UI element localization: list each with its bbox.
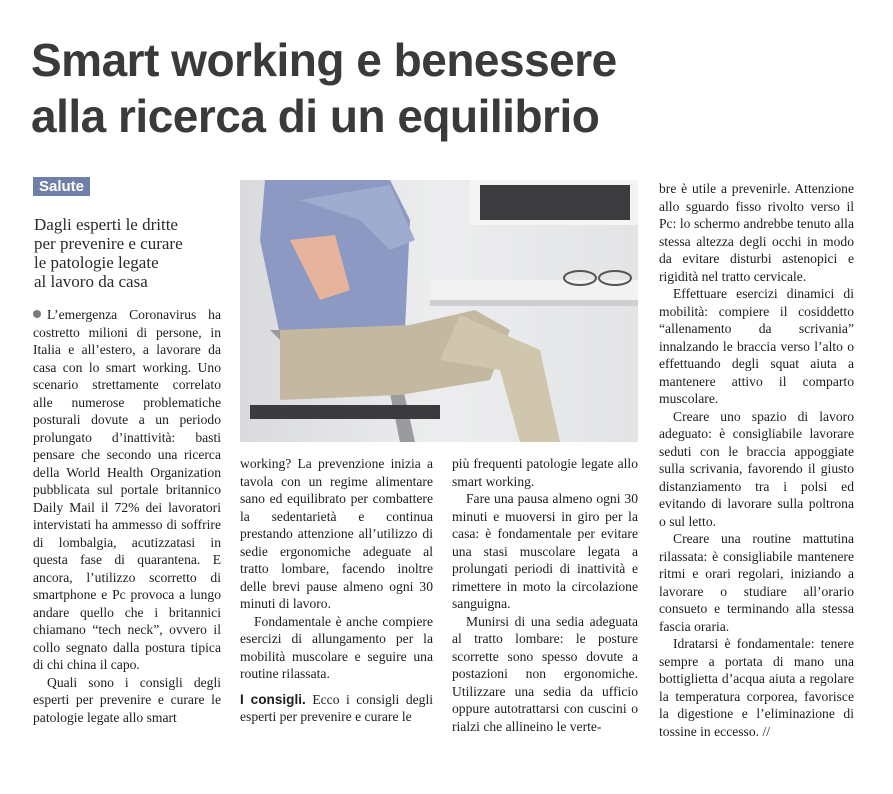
subhead-line-3: le patologie legate	[34, 253, 159, 272]
paragraph: working? La prevenzione inizia a tavola con un regime alimentare sano ed equilibrato per combattere la sedentarietà e continua prestando attenzione all’utilizzo di sedie ergonomiche adeguate al tratto lombare, facendo inoltre delle brevi pause almeno ogni 30 minuti di lavoro.	[240, 456, 433, 611]
paragraph-text: Ecco i consigli degli esperti per prevenire e curare le	[240, 691, 434, 724]
subhead-line-1: Dagli esperti le dritte	[34, 215, 178, 234]
article-column-2	[240, 455, 433, 726]
paragraph	[240, 691, 433, 726]
paragraph: Effettuare esercizi dinamici di mobilità: compiere il cosiddetto “allenamento da scrivania” innalzando le braccia verso l’alto o effettuando degli squat aiuta a mantenere attivo il comparto muscolare.	[659, 286, 854, 406]
headline-line-1: Smart working e benessere	[31, 34, 617, 86]
lead-in: I consigli.	[240, 691, 306, 707]
paragraph: più frequenti patologie legate allo smart working.	[452, 456, 638, 489]
paragraph: Fondamentale è anche compiere esercizi di allungamento per la mobilità muscolare e seguire una routine rilassata.	[240, 613, 433, 681]
subhead-line-2: per prevenire e curare	[34, 234, 183, 253]
headline-line-2: alla ricerca di un equilibrio	[31, 90, 600, 142]
section-tag: Salute	[33, 177, 90, 196]
bullet-icon	[33, 310, 41, 318]
headline	[31, 32, 871, 144]
paragraph: Fare una pausa almeno ogni 30 minuti e muoversi in giro per la casa: è fondamentale per evitare una stasi muscolare legata a prolungati periodi di inattività e rimettere in moto la circolazione sanguigna.	[452, 491, 638, 611]
article-column-1	[33, 306, 221, 726]
paragraph: Munirsi di una sedia adeguata al tratto lombare: le posture scorrette sono spesso dovute a postazioni non ergonomiche. Utilizzare una sedia da ufficio oppure autotrattarsi con cuscini o rialzi che allineino le verte-	[452, 613, 638, 734]
paragraph: Quali sono i consigli degli esperti per prevenire e curare le patologie legate allo smart	[33, 674, 221, 725]
paragraph: Creare una routine mattutina rilassata: è consigliabile mantenere ritmi e orari regolari, iniziando a lavorare o studiare all’orario consueto e terminando alla stessa fascia oraria.	[659, 531, 854, 634]
paragraph: bre è utile a prevenirle. Attenzione allo sguardo fisso rivolto verso il Pc: lo schermo andrebbe tenuto alla stessa altezza degli occhi in modo da evitare disturbi astenopici e rigidità nel tratto cervicale.	[659, 181, 854, 284]
article-column-3	[452, 455, 638, 735]
paragraph	[33, 306, 221, 674]
paragraph: Idratarsi è fondamentale: tenere sempre a portata di mano una bottiglietta d’acqua aiuta a regolare la temperatura corporea, favorisce la digestione e l’eliminazione di tossine in eccesso. //	[659, 636, 854, 739]
paragraph-text: L’emergenza Coronavirus ha costretto milioni di persone, in Italia e all’estero, a lavorare da casa con lo smart working. Uno scenario strettamente correlato alle numerose problematiche posturali dovute a un periodo prolungato d’inattività: basti pensare che secondo una ricerca della World Health Organization pubblicata sul portale britannico Daily Mail il 72% dei lavoratori intervistati ha ammesso di soffrire di lombalgia, acutizzatasi in questa fase di quarantena. E ancora, l’utilizzo scorretto di smartphone e Pc provoca a lungo andare quello che i britannici chiamano “tech neck”, ovvero il collo segnato dalla postura tipica di chi china il capo.	[33, 307, 221, 672]
paragraph: Creare uno spazio di lavoro adeguato: è consigliabile lavorare seduti con le braccia appoggiate sulla scrivania, favorendo il giusto distanziamento tra i polsi ed evitando di lavorare sulla poltrona o sul letto.	[659, 408, 854, 529]
subhead-line-4: al lavoro da casa	[34, 272, 148, 291]
article-column-4	[659, 180, 854, 740]
subhead	[34, 215, 234, 291]
woman-back-pain-photo	[240, 180, 638, 442]
